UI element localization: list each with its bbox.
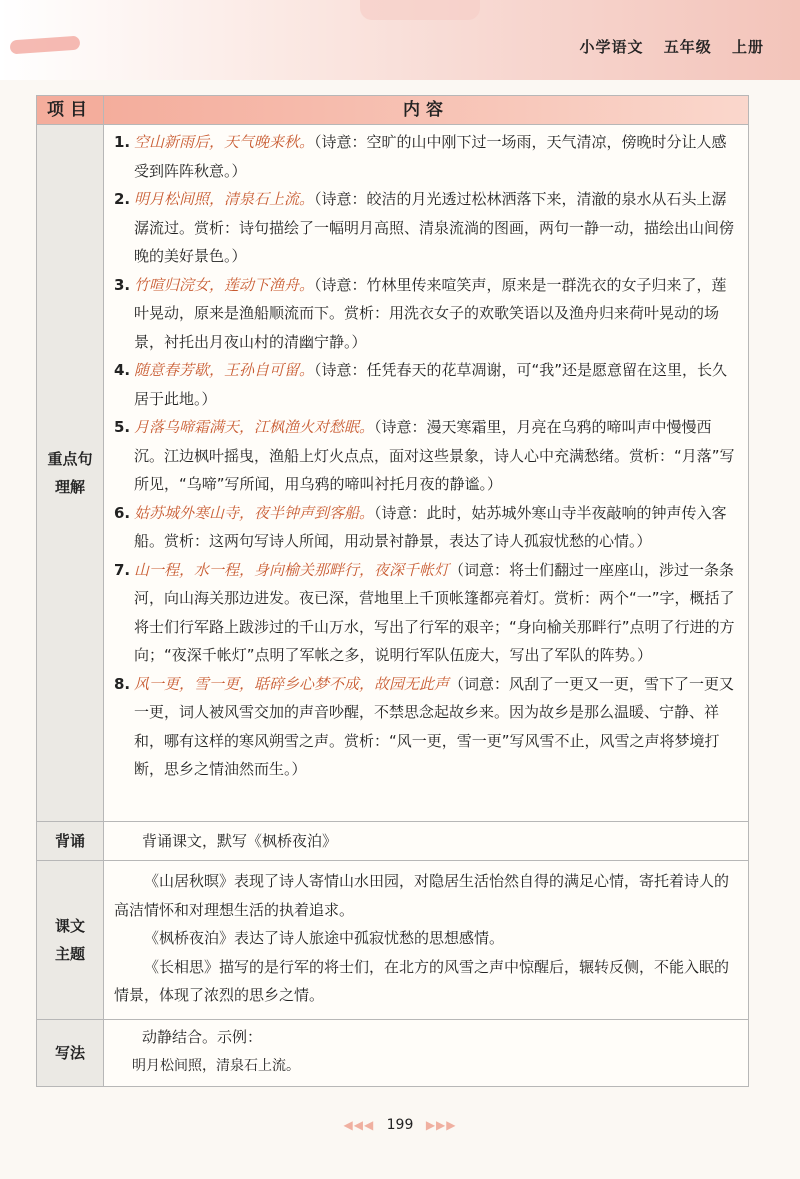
table-header-row [37, 96, 748, 125]
list-item: 2. 明月松间照，清泉石上流。（诗意：皎洁的月光透过松林洒落下来，清澈的泉水从石头上潺潺流过。赏析：诗句描绘了一幅明月高照、清泉流淌的图画，两句一静一动，描绘出山间傍晚的美好景色。） [114, 190, 735, 265]
row-label: 重点句 理解 [37, 125, 104, 821]
writing-method-text: 动静结合。示例： 明月松间照，清泉石上流。 [132, 1028, 300, 1074]
list-item: 6. 姑苏城外寒山寺，夜半钟声到客船。（诗意：此时，姑苏城外寒山寺半夜敲响的钟声传入客船。赏析：这两句写诗人所闻，用动景衬静景，表达了诗人孤寂忧愁的心情。） [114, 503, 727, 550]
recitation-text: 背诵课文，默写《枫桥夜泊》 [142, 831, 338, 850]
list-item: 5. 月落乌啼霜满天，江枫渔火对愁眠。（诗意：漫天寒霜里，月亮在乌鸦的啼叫声中慢慢西沉。江边枫叶摇曳，渔船上灯火点点，面对这些景象，诗人心中充满愁绪。赏析：“月落”写所见，“乌啼”写所闻，用乌鸦的啼叫衬托月夜的静谧。） [114, 418, 735, 493]
page-number: 199 [386, 1117, 414, 1133]
header-grade: 五年级 [663, 38, 712, 56]
summary-table [36, 95, 749, 1087]
table-row-recitation [37, 822, 748, 861]
column-header-content: 内容 [104, 96, 748, 124]
header-subject: 小学语文 [579, 38, 644, 56]
paragraph: 《枫桥夜泊》表达了诗人旅途中孤寂忧愁的思想感情。 [144, 929, 505, 947]
left-arrows-icon: ◀◀◀ [343, 1118, 375, 1132]
table-row-writing-method [37, 1020, 748, 1086]
list-item: 8. 风一更，雪一更，聒碎乡心梦不成，故园无此声（词意：风刮了一更又一更，雪下了一更又一更，词人被风雪交加的声音吵醒，不禁思念起故乡来。因为故乡是那么温暖、宁静、祥和，哪有这样的寒风朔雪之声。赏析：“风一更，雪一更”写风雪不止，风雪之声将梦境打断，思乡之情油然而生。） [114, 674, 735, 778]
decorative-brush-stroke [10, 36, 81, 55]
list-item: 4. 随意春芳歇，王孙自可留。（诗意：任凭春天的花草凋谢，可“我”还是愿意留在这里，长久居于此地。） [114, 361, 728, 408]
list-item: 7. 山一程，水一程，身向榆关那畔行，夜深千帐灯（词意：将士们翻过一座座山，涉过一条条河，向山海关那边进发。夜已深，营地里上千顶帐篷都亮着灯。赏析：两个“一”字，概括了将士们行军路上跋涉过的千山万水，写出了行军的艰辛；“身向榆关那畔行”点明了行进的方向；“夜深千帐灯”点明了军帐之多，说明行军队伍庞大，写出了军队的阵势。） [114, 560, 735, 664]
theme-text [104, 861, 748, 1019]
paragraph: 《山居秋暝》表现了诗人寄情山水田园，对隐居生活怡然自得的满足心情，寄托着诗人的高洁情怀和对理想生活的执着追求。 [114, 872, 730, 919]
column-header-item: 项目 [37, 96, 104, 124]
row-label: 课文 主题 [37, 861, 104, 1019]
table-row-key-sentences [37, 125, 748, 822]
running-header [565, 36, 764, 57]
right-arrows-icon: ▶▶▶ [425, 1118, 457, 1132]
row-label: 背诵 [37, 822, 104, 860]
list-item: 3. 竹喧归浣女，莲动下渔舟。（诗意：竹林里传来喧笑声，原来是一群洗衣的女子归来了，莲叶晃动，原来是渔船顺流而下。赏析：用洗衣女子的欢歌笑语以及渔舟归来荷叶晃动的场景，衬托出月夜山村的清幽宁静。） [114, 275, 727, 351]
table-row-theme [37, 861, 748, 1020]
decorative-brush-stroke [360, 0, 480, 20]
row-label: 写法 [37, 1020, 104, 1086]
list-item: 1. 空山新雨后，天气晚来秋。（诗意：空旷的山中刚下过一场雨，天气清凉，傍晚时分让人感受到阵阵秋意。） [114, 133, 727, 180]
header-volume: 上册 [731, 38, 764, 56]
paragraph: 《长相思》描写的是行军的将士们，在北方的风雪之声中惊醒后，辗转反侧，不能入眠的情景，体现了浓烈的思乡之情。 [114, 957, 730, 1004]
key-sentence-list [104, 125, 748, 821]
page-footer [0, 1117, 800, 1133]
